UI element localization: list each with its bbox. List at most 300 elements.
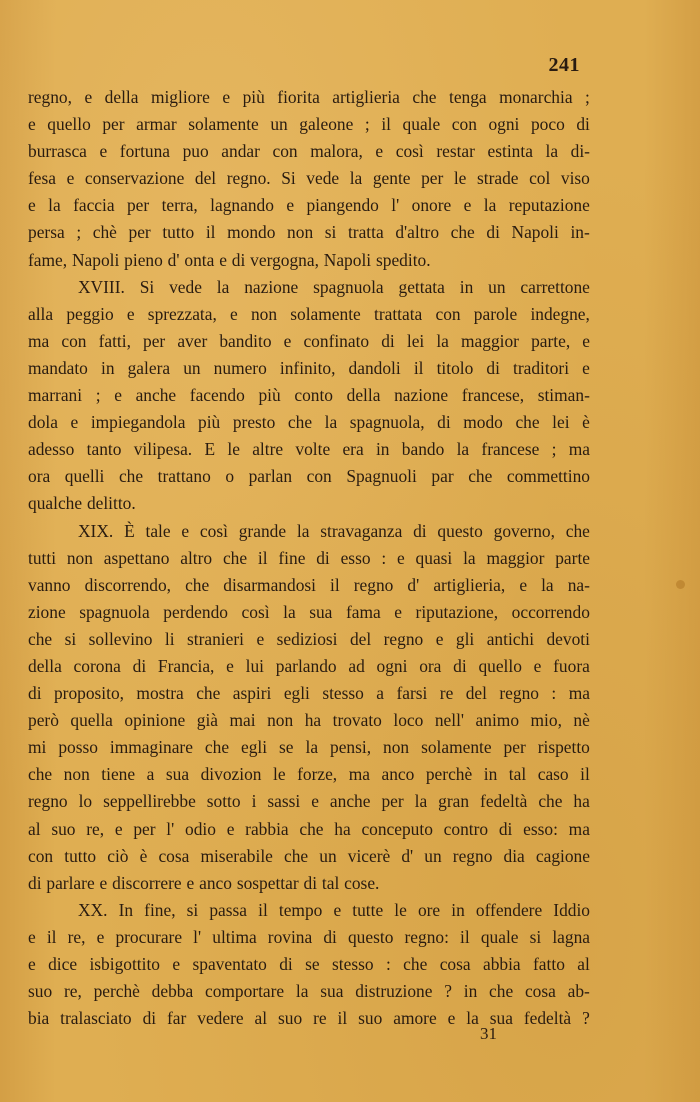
word: che [299, 818, 324, 839]
word: suo [278, 1008, 303, 1029]
word: mostra [136, 683, 184, 704]
word: sollevino [88, 628, 153, 649]
word: regno: [404, 926, 449, 947]
word: di [453, 655, 467, 676]
word: in [451, 899, 465, 920]
word: tutto [162, 222, 195, 243]
word: disarmandosi [223, 574, 316, 595]
word: presto [232, 412, 276, 433]
word: il [330, 574, 340, 595]
word: le [394, 899, 407, 920]
word: viso [560, 168, 590, 189]
word: ; [76, 222, 82, 243]
word: fedeltà [523, 1008, 572, 1029]
text-line [28, 626, 590, 653]
word: regno [353, 574, 394, 595]
word: ha [334, 818, 351, 839]
word: di [132, 655, 147, 676]
text-line [28, 653, 590, 680]
word: quale [480, 926, 519, 947]
word: odio [185, 818, 216, 839]
word: regno [28, 791, 68, 812]
word: burrasca [28, 141, 87, 162]
word: XX. [78, 899, 108, 920]
word: era [342, 439, 364, 460]
word: sospettar [236, 872, 299, 893]
word: zione [28, 601, 66, 622]
word: spagnuola, [349, 412, 425, 433]
word: altre [252, 439, 284, 460]
word: d' [407, 574, 420, 595]
word: non [383, 737, 410, 758]
word: reputazione [508, 195, 590, 216]
word: il [413, 357, 424, 378]
word: d' [167, 249, 180, 270]
word: lei [406, 330, 425, 351]
word: ma [568, 818, 590, 839]
word: il [460, 926, 470, 947]
word: e [463, 195, 472, 216]
word: anche [329, 791, 371, 812]
word: XIX. [78, 520, 114, 541]
word: cosa [524, 981, 556, 1002]
word: e [311, 791, 319, 812]
word: gettata [398, 276, 445, 297]
word: ab- [567, 981, 590, 1002]
word: carrettone [520, 276, 590, 297]
word: armar [136, 114, 177, 135]
word: sua [165, 764, 190, 785]
word: se [279, 737, 294, 758]
word: regno [383, 628, 424, 649]
word: nell' [434, 710, 465, 731]
word: fuora [553, 655, 590, 676]
word: con [28, 845, 54, 866]
page-number: 241 [548, 54, 580, 76]
word: che [468, 466, 493, 487]
word: non [63, 764, 90, 785]
word: regno [499, 683, 539, 704]
word: la [349, 168, 363, 189]
word: tutti [28, 547, 57, 568]
word: un [270, 114, 288, 135]
word: per [102, 114, 125, 135]
word: occorrendo [511, 601, 590, 622]
paper-stain [676, 580, 685, 589]
word: bandito [219, 330, 272, 351]
word: che [450, 222, 475, 243]
word: a [376, 683, 385, 704]
word: la [466, 1008, 479, 1029]
word: per [126, 195, 150, 216]
text-line [28, 409, 590, 436]
word: ha [573, 791, 590, 812]
word: la [541, 574, 554, 595]
word: vicerè [347, 845, 391, 866]
word: E [204, 439, 216, 460]
word: è [139, 845, 148, 866]
word: parte [555, 547, 590, 568]
word: con [306, 466, 332, 487]
word: regno. [226, 168, 271, 189]
word: più [258, 385, 281, 406]
text-line [28, 382, 590, 409]
word: spagnuola [313, 276, 384, 297]
word: li [164, 628, 175, 649]
word: che [565, 520, 590, 541]
word: si [324, 222, 337, 243]
word: numero [213, 357, 267, 378]
word: alla [28, 303, 54, 324]
word: far [167, 1008, 187, 1029]
word: nazione [394, 385, 449, 406]
word: miserabile [200, 845, 273, 866]
word: il [258, 899, 268, 920]
word: conservazione [84, 168, 185, 189]
word: regno [452, 845, 493, 866]
word: tal [508, 764, 527, 785]
word: un [319, 845, 337, 866]
word: proposito, [53, 683, 124, 704]
word: di [437, 412, 451, 433]
word: dice [48, 954, 78, 974]
word: fesa [28, 168, 56, 189]
word: anco [199, 872, 232, 893]
word: opinione [124, 710, 186, 731]
word: trattano [157, 466, 211, 487]
word: galeone [299, 114, 354, 135]
word: amore [393, 1008, 437, 1029]
word: di [303, 872, 318, 893]
word: isbigottito [89, 954, 160, 974]
word: bia [28, 1008, 50, 1029]
word: divozion [200, 764, 262, 785]
word: spedito. [375, 249, 431, 270]
word: artiglieria, [433, 574, 506, 595]
word: tralasciato [60, 1008, 132, 1029]
word: vedere [197, 1008, 244, 1029]
word: d'altro [395, 222, 440, 243]
word: discorrere [112, 872, 182, 893]
word: discorrendo, [84, 574, 172, 595]
word: altro [180, 547, 213, 568]
text-line [28, 1005, 590, 1032]
word: devoti [546, 628, 590, 649]
word: sua [489, 1008, 513, 1029]
word: le [453, 168, 467, 189]
word: parlare [46, 872, 95, 893]
word: mandato [28, 357, 88, 378]
word: confinato [303, 330, 370, 351]
word: non [267, 710, 294, 731]
word: trovato [332, 710, 382, 731]
word: XVIII. [78, 276, 125, 297]
word: si [186, 899, 199, 920]
word: bando [401, 439, 445, 460]
text-line [28, 545, 590, 572]
word: che [28, 628, 53, 649]
word: non [287, 222, 314, 243]
word: stiman- [537, 385, 590, 406]
word: e [256, 628, 265, 649]
word: per [503, 737, 526, 758]
word: mi [28, 737, 47, 758]
word: : [381, 547, 387, 568]
word: aspettano [103, 547, 170, 568]
word: estinta [487, 141, 533, 162]
word: pensi, [330, 737, 372, 758]
word: posso [58, 737, 98, 758]
word: si [529, 926, 542, 947]
word: per [143, 330, 166, 351]
word: fedeltà [480, 791, 528, 812]
word: aspiri [232, 683, 272, 704]
word: conto [294, 385, 333, 406]
word: solamente [421, 737, 492, 758]
word: e [519, 574, 528, 595]
word: lagnando [210, 195, 274, 216]
word: dola [28, 412, 58, 433]
word: con [435, 303, 461, 324]
word: ; [551, 439, 557, 460]
text-line [28, 924, 590, 951]
word: traditori [513, 357, 570, 378]
word: sassi [267, 791, 301, 812]
text-line [28, 328, 590, 355]
word: parlando [275, 655, 337, 676]
text-line [28, 870, 590, 897]
word: debba [151, 981, 194, 1002]
text-line [28, 463, 590, 490]
word: e [375, 141, 384, 162]
word: quasi [415, 547, 453, 568]
word: commettino [506, 466, 590, 487]
word: in [463, 981, 478, 1002]
word: Napoli [71, 249, 120, 270]
word: anche [135, 385, 177, 406]
word: governo, [493, 520, 555, 541]
word: di [486, 357, 500, 378]
word: in [100, 357, 115, 378]
word: parte, [531, 330, 571, 351]
word: francese [481, 439, 540, 460]
word: mio, [530, 710, 562, 731]
word: le [227, 439, 240, 460]
word: caso [537, 764, 569, 785]
word: quella [70, 710, 113, 731]
word: fatti, [98, 330, 131, 351]
word: che [284, 845, 309, 866]
word: o [225, 466, 235, 487]
word: stesso [322, 683, 364, 704]
word: la [48, 195, 61, 216]
word: ; [364, 114, 370, 135]
word: della [346, 385, 381, 406]
word: cagione [535, 845, 590, 866]
word: fiorita [277, 87, 320, 107]
word: ha [304, 710, 322, 731]
word: indegne, [530, 303, 590, 324]
word: la [295, 981, 309, 1002]
word: e [582, 330, 590, 351]
word: corona [73, 655, 121, 676]
word: gente [372, 168, 411, 189]
word: di [142, 1008, 157, 1029]
word: In [118, 899, 134, 920]
word: la [436, 330, 449, 351]
word: e [333, 899, 342, 920]
word: con [451, 114, 477, 135]
word: rovina [267, 926, 313, 947]
word: passa [209, 899, 248, 920]
word: che [28, 764, 53, 785]
text-line [28, 138, 590, 165]
word: suo [51, 818, 76, 839]
word: che [204, 737, 230, 758]
word: di [381, 330, 395, 351]
word: la [296, 520, 310, 541]
word: la [545, 141, 559, 162]
word: l' [166, 818, 175, 839]
word: volte [295, 439, 331, 460]
word: lo [78, 791, 93, 812]
text-line [28, 843, 590, 870]
word: l' [391, 195, 400, 216]
text-line [28, 788, 590, 815]
word: che [222, 547, 248, 568]
word: : [385, 954, 391, 974]
word: infinito, [279, 357, 336, 378]
text-line [28, 355, 590, 382]
word: nè [573, 710, 590, 731]
word: e [435, 628, 444, 649]
word: più [198, 412, 221, 433]
word: adesso [28, 439, 75, 460]
word: per [381, 791, 404, 812]
word: della [28, 655, 62, 676]
word: e [28, 114, 36, 135]
word: tenga [448, 87, 487, 107]
word: così [199, 520, 228, 541]
word: gli [455, 628, 475, 649]
word: vede [306, 168, 340, 189]
word: vilipesa. [133, 439, 193, 460]
word: poco [530, 114, 565, 135]
word: re [313, 1008, 327, 1029]
word: la [463, 547, 476, 568]
word: che [287, 412, 313, 433]
word: e [226, 655, 234, 676]
word: che [196, 683, 221, 704]
word: : [551, 683, 557, 704]
word: re [439, 683, 454, 704]
word: qualche [28, 493, 83, 514]
word: e [70, 412, 79, 433]
word: Si [139, 276, 155, 297]
word: ogni [488, 114, 520, 135]
text-line [28, 734, 590, 761]
word: e [447, 1008, 456, 1029]
word: ma [348, 764, 370, 785]
word: un [424, 845, 442, 866]
word: fatto [533, 954, 565, 974]
word: maggior [486, 547, 545, 568]
text-line [28, 436, 590, 463]
word: ciò [107, 845, 129, 866]
word: Napoli [511, 222, 559, 243]
word: egli [283, 683, 310, 704]
text-line [28, 490, 590, 517]
word: stesso [332, 954, 374, 974]
word: regno, [28, 87, 72, 107]
text-line [28, 84, 590, 111]
word: abbia [482, 954, 521, 974]
word: e [28, 954, 36, 974]
text-line [28, 274, 590, 301]
word: la [456, 439, 470, 460]
word: onta [184, 249, 215, 270]
word: la [324, 412, 338, 433]
word: parole [473, 303, 518, 324]
word: cosa [439, 954, 471, 974]
word: il [580, 764, 590, 785]
word: Si [281, 168, 296, 189]
word: di [28, 872, 42, 893]
text-line [28, 680, 590, 707]
text-line [28, 599, 590, 626]
word: monarchia [499, 87, 573, 107]
word: ma [28, 330, 50, 351]
word: ma [568, 683, 590, 704]
word: al [254, 1008, 268, 1029]
word: ma [568, 439, 590, 460]
word: del [465, 683, 487, 704]
word: e [219, 249, 227, 270]
word: e [283, 330, 292, 351]
word: di [231, 249, 246, 270]
word: che [403, 954, 428, 974]
word: ultima [212, 926, 257, 947]
word: la [414, 791, 428, 812]
word: andar [221, 141, 260, 162]
word: con [61, 330, 87, 351]
word: ogni [376, 655, 408, 676]
word: è [582, 412, 590, 433]
word: spagnuola [79, 601, 150, 622]
text-line [28, 111, 590, 138]
word: tiene [101, 764, 136, 785]
text-line [28, 165, 590, 192]
word: stranieri [187, 628, 244, 649]
word: di [576, 114, 590, 135]
word: tratta [347, 222, 384, 243]
word: di [279, 954, 293, 974]
word: questo [347, 926, 394, 947]
word: titolo [436, 357, 474, 378]
word: quale [402, 114, 441, 135]
word: non [66, 547, 93, 568]
word: e [186, 872, 195, 893]
word: dandoli [348, 357, 401, 378]
word: il [381, 114, 391, 135]
text-line [28, 707, 590, 734]
word: spaventato [192, 954, 267, 974]
word: fama [345, 601, 381, 622]
word: in- [570, 222, 590, 243]
word: terra, [161, 195, 198, 216]
word: dia [503, 845, 525, 866]
word: ? [582, 1008, 590, 1029]
